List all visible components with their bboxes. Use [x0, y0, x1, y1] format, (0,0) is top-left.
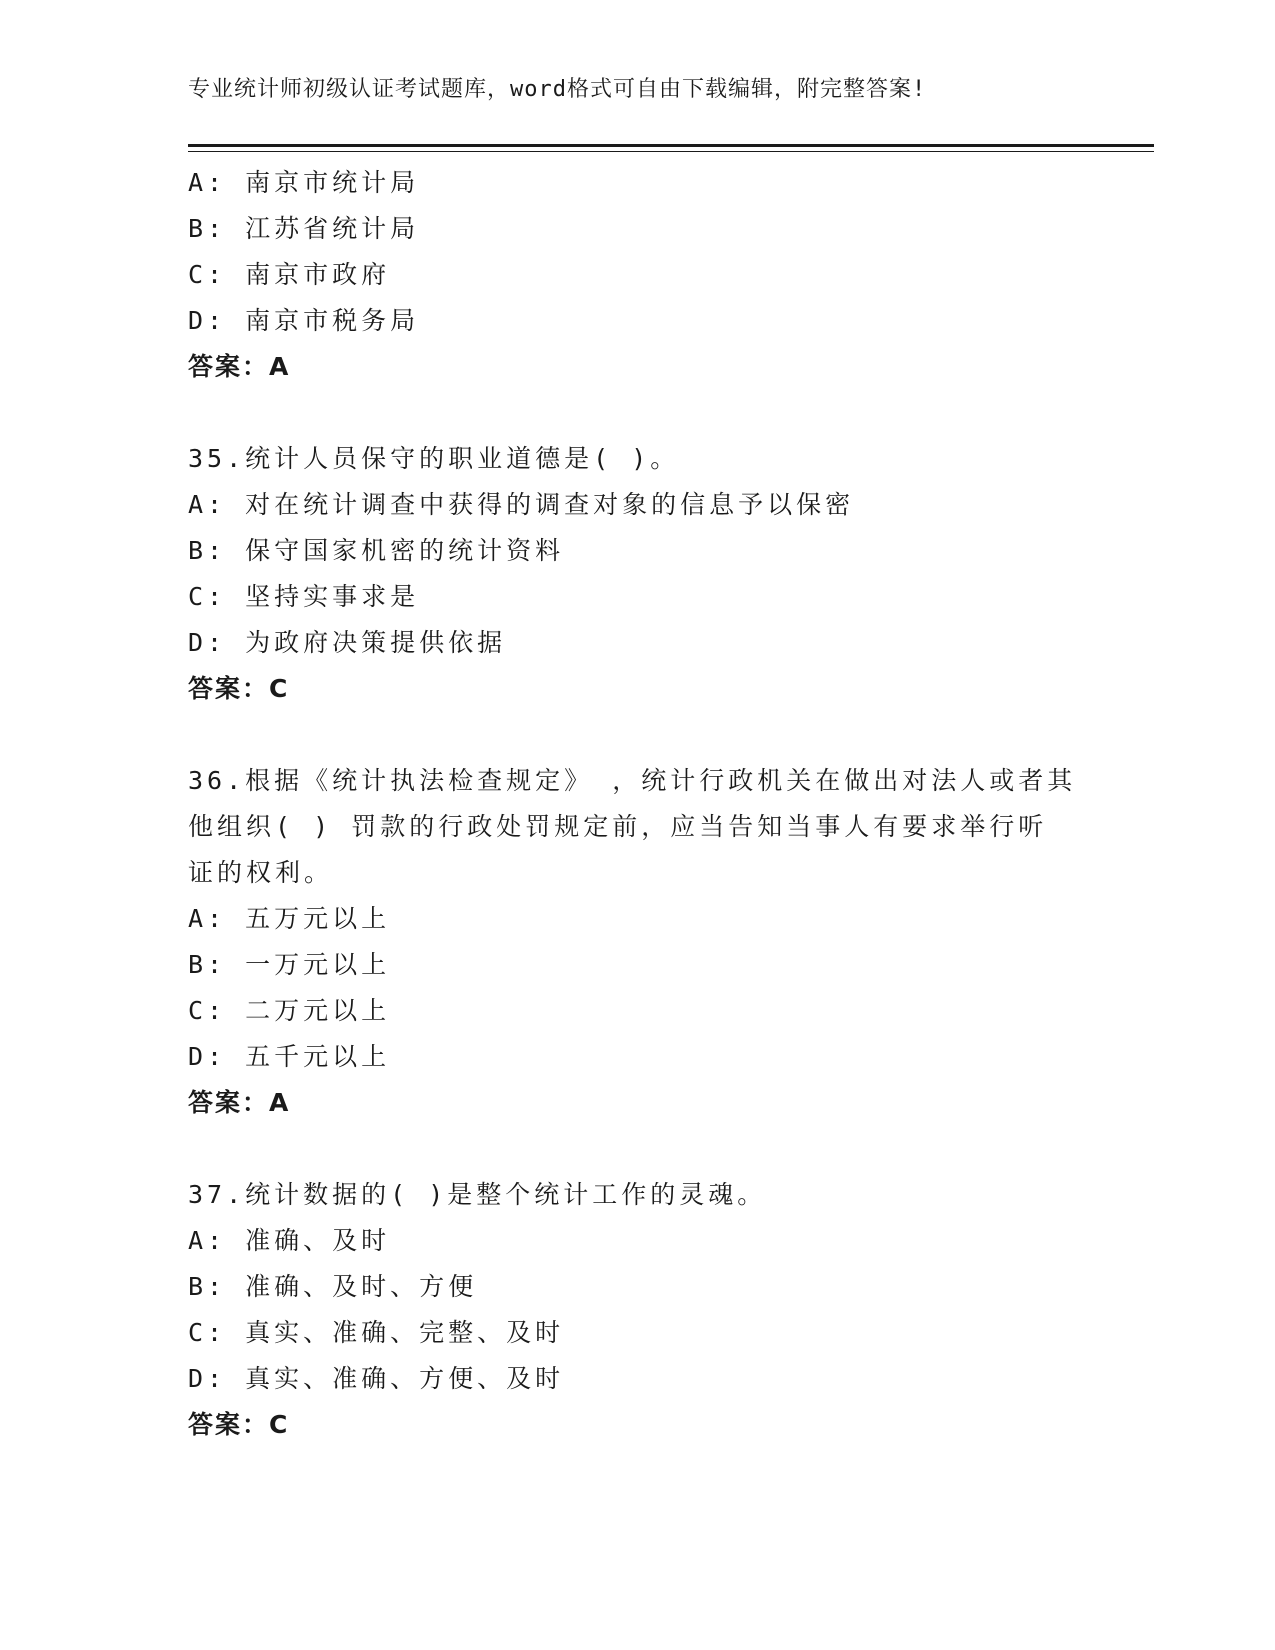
answer: 答案：C	[188, 1410, 290, 1439]
option-d: D: 真实、准确、方便、及时	[188, 1364, 565, 1393]
option-b: B: 一万元以上	[188, 950, 391, 979]
option-b: B: 保守国家机密的统计资料	[188, 536, 565, 565]
answer: 答案：A	[188, 1088, 291, 1117]
answer: 答案：A	[188, 352, 291, 381]
option-b: B: 准确、及时、方便	[188, 1272, 478, 1301]
question-text: 36.根据《统计执法检查规定》 ，统计行政机关在做出对法人或者其	[188, 766, 1077, 795]
header-rule-thick	[188, 144, 1154, 147]
option-b: B: 江苏省统计局	[188, 214, 420, 243]
question-36	[188, 758, 1108, 1126]
question-34	[188, 160, 1108, 390]
question-35	[188, 436, 1108, 712]
option-c: C: 真实、准确、完整、及时	[188, 1318, 565, 1347]
option-d: D: 南京市税务局	[188, 306, 420, 335]
spacer	[188, 712, 1108, 758]
option-c: C: 二万元以上	[188, 996, 391, 1025]
option-a: A: 准确、及时	[188, 1226, 391, 1255]
question-text: 他组织( ) 罚款的行政处罚规定前，应当告知当事人有要求举行听	[188, 812, 1048, 841]
option-a: A: 对在统计调查中获得的调查对象的信息予以保密	[188, 490, 855, 519]
answer: 答案：C	[188, 674, 290, 703]
document-header: 专业统计师初级认证考试题库，word格式可自由下载编辑，附完整答案!	[188, 77, 927, 102]
option-c: C: 南京市政府	[188, 260, 391, 289]
question-text: 37.统计数据的( )是整个统计工作的灵魂。	[188, 1180, 767, 1209]
option-d: D: 五千元以上	[188, 1042, 391, 1071]
question-list	[188, 160, 1108, 1448]
option-c: C: 坚持实事求是	[188, 582, 420, 611]
header-rule-thin	[188, 151, 1154, 152]
spacer	[188, 1126, 1108, 1172]
question-text: 证的权利。	[188, 858, 334, 887]
option-a: A: 五万元以上	[188, 904, 391, 933]
question-text: 35.统计人员保守的职业道德是( )。	[188, 444, 680, 473]
option-d: D: 为政府决策提供依据	[188, 628, 507, 657]
option-a: A: 南京市统计局	[188, 168, 420, 197]
question-37	[188, 1172, 1108, 1448]
spacer	[188, 390, 1108, 436]
